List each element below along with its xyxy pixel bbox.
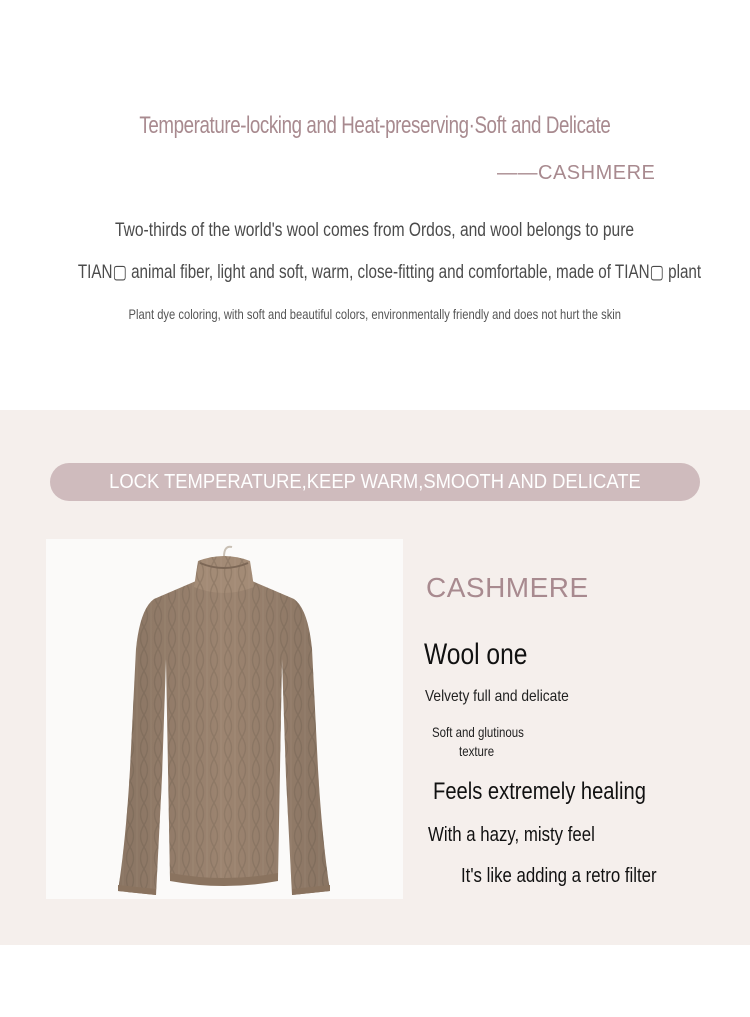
intro-section <box>0 0 750 410</box>
product-photo <box>46 539 403 899</box>
feature-section <box>0 410 750 945</box>
subheadline: ——CASHMERE <box>497 162 656 184</box>
feature-line-6: It's like adding a retro filter <box>461 865 657 887</box>
intro-paragraph-3: Plant dye coloring, with soft and beautiful colors, environmentally friendly and does not hurt the skin <box>128 306 622 322</box>
feature-line-1: Wool one <box>424 638 528 671</box>
headline: Temperature-locking and Heat-preserving·Soft and Delicate <box>139 112 611 139</box>
bottom-spacer <box>0 945 750 1017</box>
feature-line-4: Feels extremely healing <box>433 778 646 805</box>
feature-line-2: Velvety full and delicate <box>425 688 569 705</box>
feature-info <box>420 560 740 900</box>
sweater-image <box>46 539 403 899</box>
intro-paragraph-2: TIAN▢ animal fiber, light and soft, warm, close-fitting and comfortable, made of TIAN▢ plant <box>77 262 702 283</box>
feature-line-5: With a hazy, misty feel <box>428 824 595 846</box>
feature-line-3b: texture <box>459 743 495 759</box>
intro-paragraph-1: Two-thirds of the world's wool comes from Ordos, and wool belongs to pure <box>115 220 635 241</box>
feature-banner: LOCK TEMPERATURE,KEEP WARM,SMOOTH AND DELICATE <box>50 463 700 501</box>
feature-title: CASHMERE <box>426 572 589 603</box>
feature-line-3a: Soft and glutinous <box>432 724 524 740</box>
